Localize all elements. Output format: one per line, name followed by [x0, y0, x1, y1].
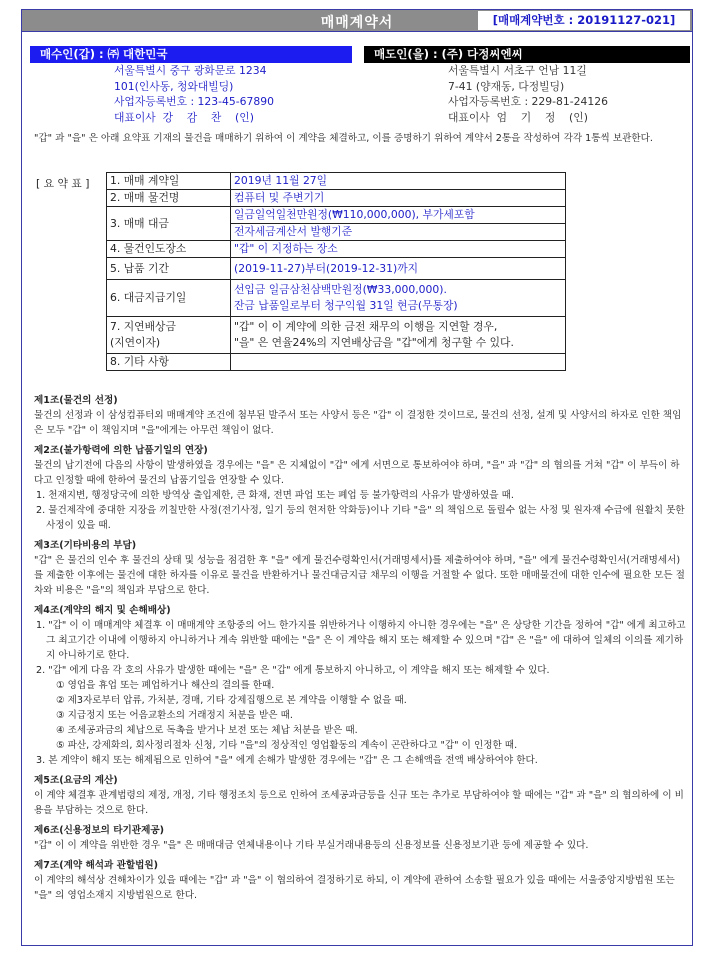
- summary-row: [107, 207, 566, 241]
- article-title: 제2조(불가항력에 의한 납품기일의 연장): [34, 445, 208, 456]
- contract-number: [매매계약번호 : 20191127-021]: [478, 11, 690, 30]
- article-6: [34, 823, 686, 853]
- summary-row: [107, 173, 566, 190]
- summary-value: [231, 354, 566, 371]
- summary-label: [ 요 약 표 ]: [36, 177, 90, 190]
- article-2: [34, 443, 686, 533]
- summary-key-line1: 7. 지연배상금: [110, 320, 176, 333]
- summary-row: [107, 317, 566, 354]
- summary-value: (2019-11-27)부터(2019-12-31)까지: [231, 258, 566, 280]
- article-body: "갑" 이 이 계약을 위반한 경우 "을" 은 매매대금 연체내용이나 기타 부실거래내용등의 신용정보를 신용정보기관 등에 제공할 수 있다.: [34, 840, 589, 851]
- articles: [34, 393, 686, 908]
- article-7: [34, 858, 686, 903]
- seller-info: [448, 63, 608, 125]
- summary-key: 2. 매매 물건명: [107, 190, 231, 207]
- article-body: 이 계약의 해석상 견해차이가 있을 때에는 "갑" 과 "을" 이 협의하여 결정하기로 하되, 이 계약에 관하여 소송할 필요가 있을 때에는 서울중앙지방법원 또는 "을" 의 영업소재지 지방법원으로 한다.: [34, 875, 675, 901]
- intro-paragraph: "갑" 과 "을" 은 아래 요약표 기재의 물건을 매매하기 위하여 이 계약을 체결하고, 이를 증명하기 위하여 계약서 2통을 작성하여 각각 1통씩 보관한다.: [34, 133, 653, 144]
- article-item: 1. 천재지변, 행정당국에 의한 방역상 출입제한, 큰 화재, 전면 파업 또는 폐업 등 불가항력의 사유가 발생하였을 때.: [36, 490, 514, 501]
- buyer-info: [114, 63, 274, 125]
- summary-row: [107, 258, 566, 280]
- summary-value-line1: "갑" 이 이 계약에 의한 금전 채무의 이행을 지연할 경우,: [234, 320, 498, 333]
- summary-value: [231, 207, 566, 241]
- seller-address-line1: 서울특별시 서초구 언남 11길: [448, 64, 587, 77]
- article-title: 제7조(계약 해석과 관할법원): [34, 860, 159, 871]
- article-title: 제6조(신용정보의 타기관제공): [34, 825, 164, 836]
- summary-key: 1. 매매 계약일: [107, 173, 231, 190]
- buyer-business-number: 사업자등록번호 : 123-45-67890: [114, 95, 274, 108]
- summary-value-line2: "을" 은 연율24%의 지연배상금을 "갑"에게 청구할 수 있다.: [234, 336, 514, 349]
- summary-key: 8. 기타 사항: [107, 354, 231, 371]
- title-bar: [22, 10, 692, 32]
- document-title: 매매계약서: [320, 15, 394, 31]
- article-title: 제5조(요금의 계산): [34, 775, 118, 786]
- article-title: 제4조(계약의 해지 및 손해배상): [34, 605, 171, 616]
- summary-value: 2019년 11월 27일: [231, 173, 566, 190]
- article-body: 물건의 선정과 이 삼성컴퓨터외 매매계약 조건에 첨부된 발주서 또는 사양서 등은 "갑" 이 결정한 것이므로, 물건의 선정, 설계 및 사양서의 하자로 인한 책임은 모두 "갑" 이 책임지며 "을"에게는 아무런 책임이 없다.: [34, 410, 682, 436]
- summary-key: [107, 317, 231, 354]
- summary-key: 6. 대금지급기일: [107, 280, 231, 317]
- article-3: [34, 538, 686, 598]
- summary-value-line1: 일금일억일천만원정(₩110,000,000), 부가세포함: [231, 207, 565, 224]
- article-subitem: ① 영업을 휴업 또는 폐업하거나 해산의 결의를 한때.: [56, 680, 275, 691]
- article-subitem: ② 제3자로부터 압류, 가처분, 경매, 기타 강제집행으로 본 계약을 이행할 수 없을 때.: [56, 695, 407, 706]
- buyer-address-line2: 101(인사동, 청와대빌딩): [114, 79, 234, 93]
- summary-value: 컴퓨터 및 주변기기: [231, 190, 566, 207]
- summary-table: [106, 172, 566, 371]
- article-body: "갑" 은 물건의 인수 후 물건의 상태 및 성능을 점검한 후 "을" 에게 물건수령확인서(거래명세서)를 제출하여야 하며, "을" 에게 물건수령확인서(거래명세서)를 제출한 이후에는 물건에 대한 하자를 이유로 물건을 반환하거나 물건대금지급 채무의 이행을 거절할 수 없다. 또한 매매물건에 대한 인수에 필요한 모든 절차와 비용은 "을"의 책임과 부담으로 한다.: [34, 555, 685, 596]
- article-subitem: ③ 지급정지 또는 어음교환소의 거래정지 처분을 받은 때.: [56, 710, 293, 721]
- article-title: 제1조(물건의 선정): [34, 395, 118, 406]
- summary-value: [231, 280, 566, 317]
- summary-row: [107, 241, 566, 258]
- buyer-header: 매수인(갑) : ㈜ 대한민국: [30, 46, 352, 63]
- buyer-ceo: 대표이사 강 감 찬 (인): [114, 110, 254, 124]
- article-item: 3. 본 계약이 해지 또는 해제됨으로 인하여 "을" 에게 손해가 발생한 경우에는 "갑" 은 그 손해액을 전액 배상하여야 한다.: [36, 755, 538, 766]
- buyer-address-line1: 서울특별시 중구 광화문로 1234: [114, 64, 267, 77]
- summary-value: "갑" 이 지정하는 장소: [231, 241, 566, 258]
- seller-ceo: 대표이사 엄 기 정 (인): [448, 110, 588, 124]
- summary-key: 3. 매매 대금: [107, 207, 231, 241]
- article-subitem: ⑤ 파산, 강제화의, 회사정리절차 신청, 기타 "을"의 정상적인 영업활동의 계속이 곤란하다고 "갑" 이 인정한 때.: [56, 740, 518, 751]
- seller-header: 매도인(을) : (주) 다정씨엔씨: [364, 46, 690, 63]
- summary-key-line2: (지연이자): [110, 336, 161, 349]
- article-item: 2. "갑" 에게 다음 각 호의 사유가 발생한 때에는 "을" 은 "갑" 에게 통보하지 아니하고, 이 계약을 해지 또는 해제할 수 있다.: [36, 665, 550, 676]
- summary-value-line1: 선입금 일금삼천삼백만원정(₩33,000,000).: [234, 283, 447, 296]
- article-title: 제3조(기타비용의 부담): [34, 540, 137, 551]
- article-4: [34, 603, 686, 768]
- summary-row: [107, 354, 566, 371]
- article-item: 1. "갑" 이 이 매매계약 체결후 이 매매계약 조항중의 어느 한가지를 위반하거나 이행하지 아니한 경우에는 "을" 은 상당한 기간을 정하여 "갑" 에게 최고하고 그 최고기간 이내에 이행하지 아니하거나 계속 위반할 때에는 "을" 은 이 계약을 해지 또는 해제할 수 있으며 "갑" 은 "을" 에 대하여 일체의 이의를 제기하지 아니하기로 한다.: [36, 620, 686, 661]
- summary-key: 5. 납품 기간: [107, 258, 231, 280]
- article-subitem: ④ 조세공과금의 체납으로 독촉을 받거나 보전 또는 체납 처분을 받은 때.: [56, 725, 358, 736]
- article-item: 2. 물건제작에 중대한 지장을 끼칠만한 사정(전기사정, 일기 등의 현저한 악화등)이나 기타 "을" 의 책임으로 돌릴수 없는 사정 및 원자재 수급에 원활치 못한 사정이 있을 때.: [36, 505, 685, 531]
- article-5: [34, 773, 686, 818]
- seller-address-line2: 7-41 (양재동, 다정빌딩): [448, 79, 565, 93]
- article-body: 이 계약 체결후 관계법령의 제정, 개정, 기타 행정조치 등으로 인하여 조세공과금등을 신규 또는 추가로 부담하여야 할 때에는 "갑" 과 "을" 의 협의하에 이 비용을 부담하는 것으로 한다.: [34, 790, 684, 816]
- summary-row: [107, 190, 566, 207]
- article-1: [34, 393, 686, 438]
- summary-value-line2: 잔금 납품일로부터 청구익월 31일 현금(무통장): [234, 299, 458, 312]
- article-body: 물건의 납기전에 다음의 사항이 발생하였을 경우에는 "을" 은 지체없이 "갑" 에게 서면으로 통보하여야 하며, "을" 과 "갑" 의 협의를 거쳐 "갑" 이 부득이 하다고 인정할 때에 한하여 물건의 납품기일을 연장할 수 있다.: [34, 460, 680, 486]
- summary-value-line2: 전자세금계산서 발행기준: [234, 225, 353, 238]
- summary-row: [107, 280, 566, 317]
- summary-key: 4. 물건인도장소: [107, 241, 231, 258]
- seller-business-number: 사업자등록번호 : 229-81-24126: [448, 95, 608, 108]
- summary-value: [231, 317, 566, 354]
